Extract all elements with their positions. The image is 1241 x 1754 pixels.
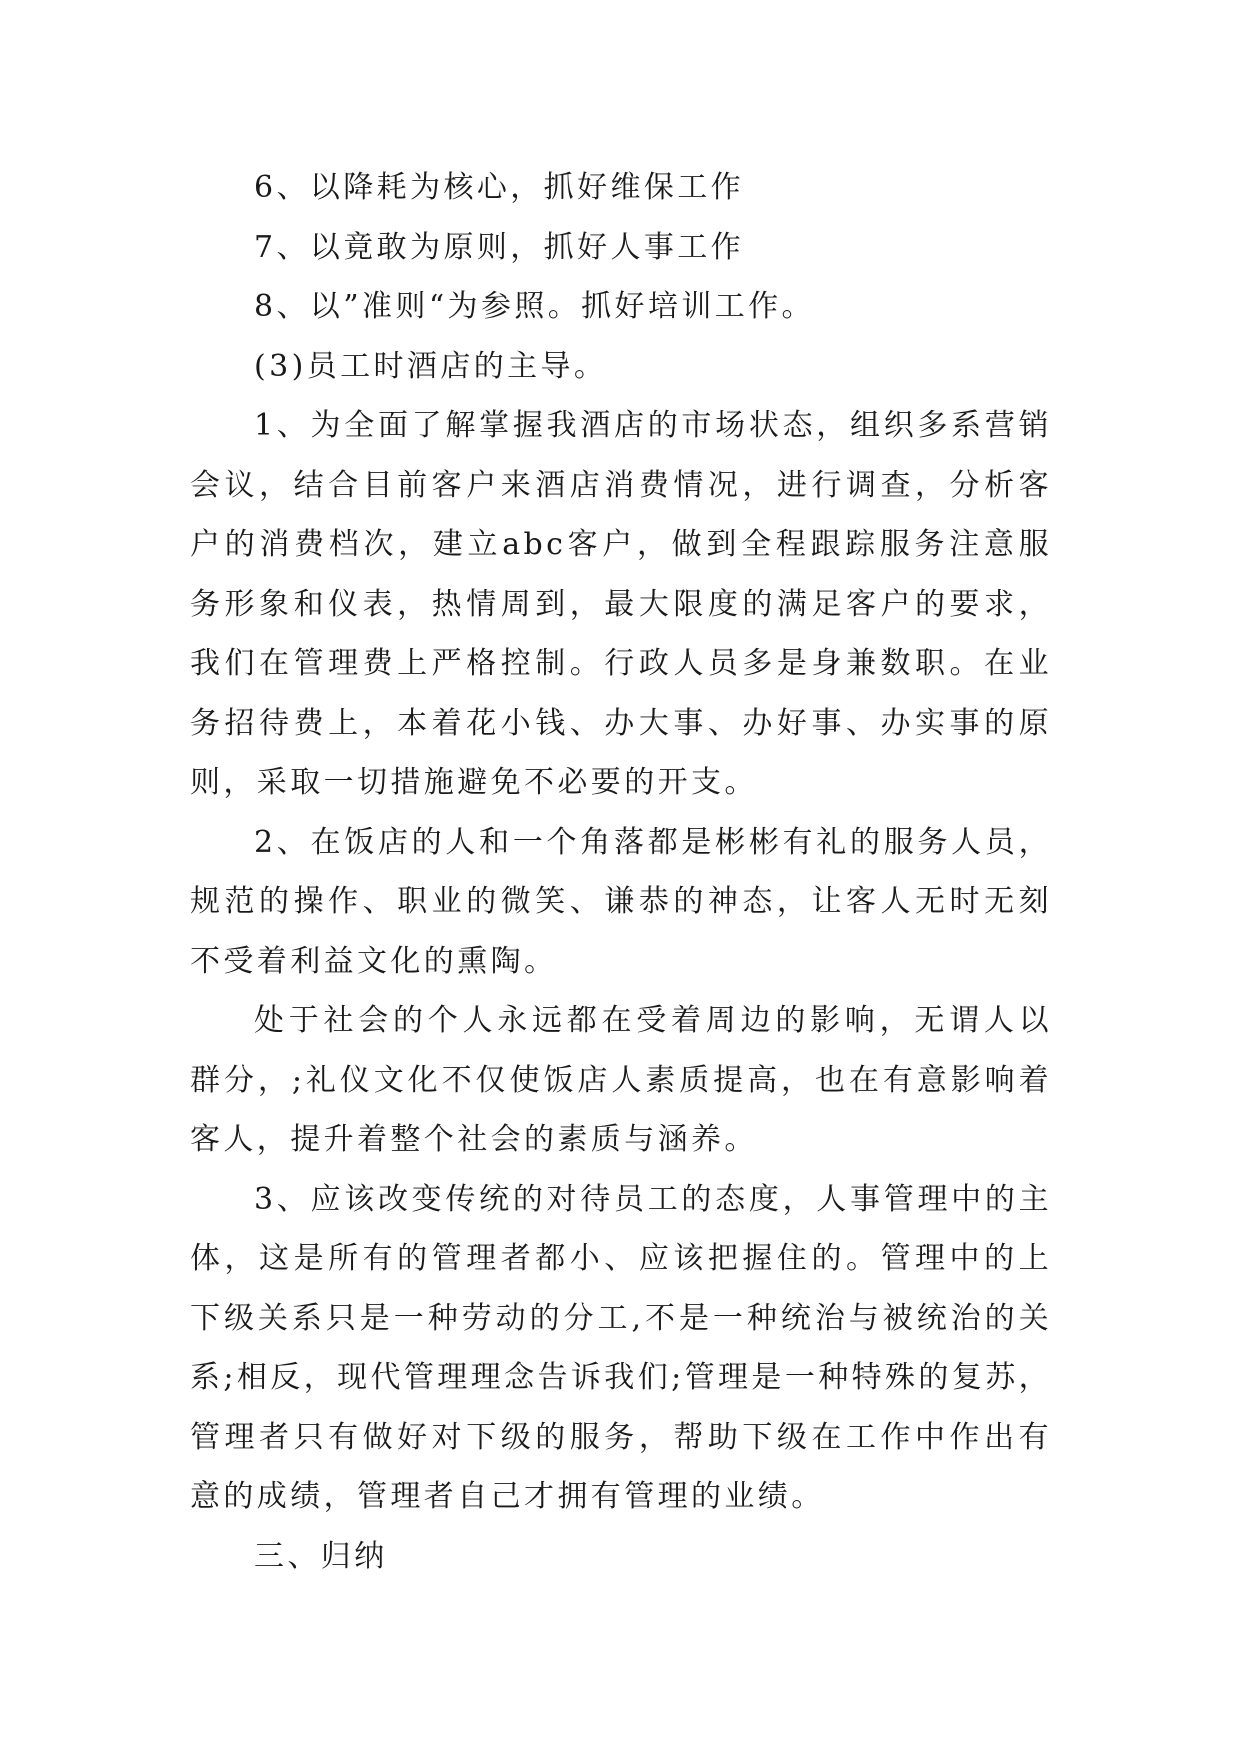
paragraph-item-7: 7、以竟敢为原则，抓好人事工作 <box>254 229 745 265</box>
paragraph-point-2: 2、在饭店的人和一个角落都是彬彬有礼的服务人员，规范的操作、职业的微笑、谦恭的神态，让客人无时无刻不受着利益文化的熏陶。 <box>190 824 1052 979</box>
paragraph-point-3: 3、应该改变传统的对待员工的态度，人事管理中的主体，这是所有的管理者都小、应该把握住的。管理中的上下级关系只是一种劳动的分工,不是一种统治与被统治的关系;相反，现代管理理念告诉我们;管理是一种特殊的复苏，管理者只有做好对下级的服务，帮助下级在工作中作出有意的成绩，管理者自己才拥有管理的业绩。 <box>190 1181 1053 1514</box>
paragraph-point-1: 1、为全面了解掌握我酒店的市场状态，组织多系营销会议，结合目前客户来酒店消费情况，进行调查，分析客户的消费档次，建立abc客户，做到全程跟踪服务注意服务形象和仪表，热情周到，最大限度的满足客户的要求，我们在管理费上严格控制。行政人员多是身兼数职。在业务招待费上，本着花小钱、办大事、办好事、办实事的原则，采取一切措施避免不必要的开支。 <box>190 408 1052 800</box>
section-heading-summary: 三、归纳 <box>254 1538 388 1574</box>
paragraph-item-6: 6、以降耗为核心，抓好维保工作 <box>254 170 745 205</box>
paragraph-social-influence: 处于社会的个人永远都在受着周边的影响，无谓人以群分，;礼仪文化不仅使饭店人素质提高，也在有意影响着客人，提升着整个社会的素质与涵养。 <box>190 1003 1052 1157</box>
document-body <box>190 158 1052 1586</box>
section-subheading: (3)员工时酒店的主导。 <box>254 348 608 384</box>
paragraph-item-8: 8、以”准则“为参照。抓好培训工作。 <box>254 289 815 324</box>
